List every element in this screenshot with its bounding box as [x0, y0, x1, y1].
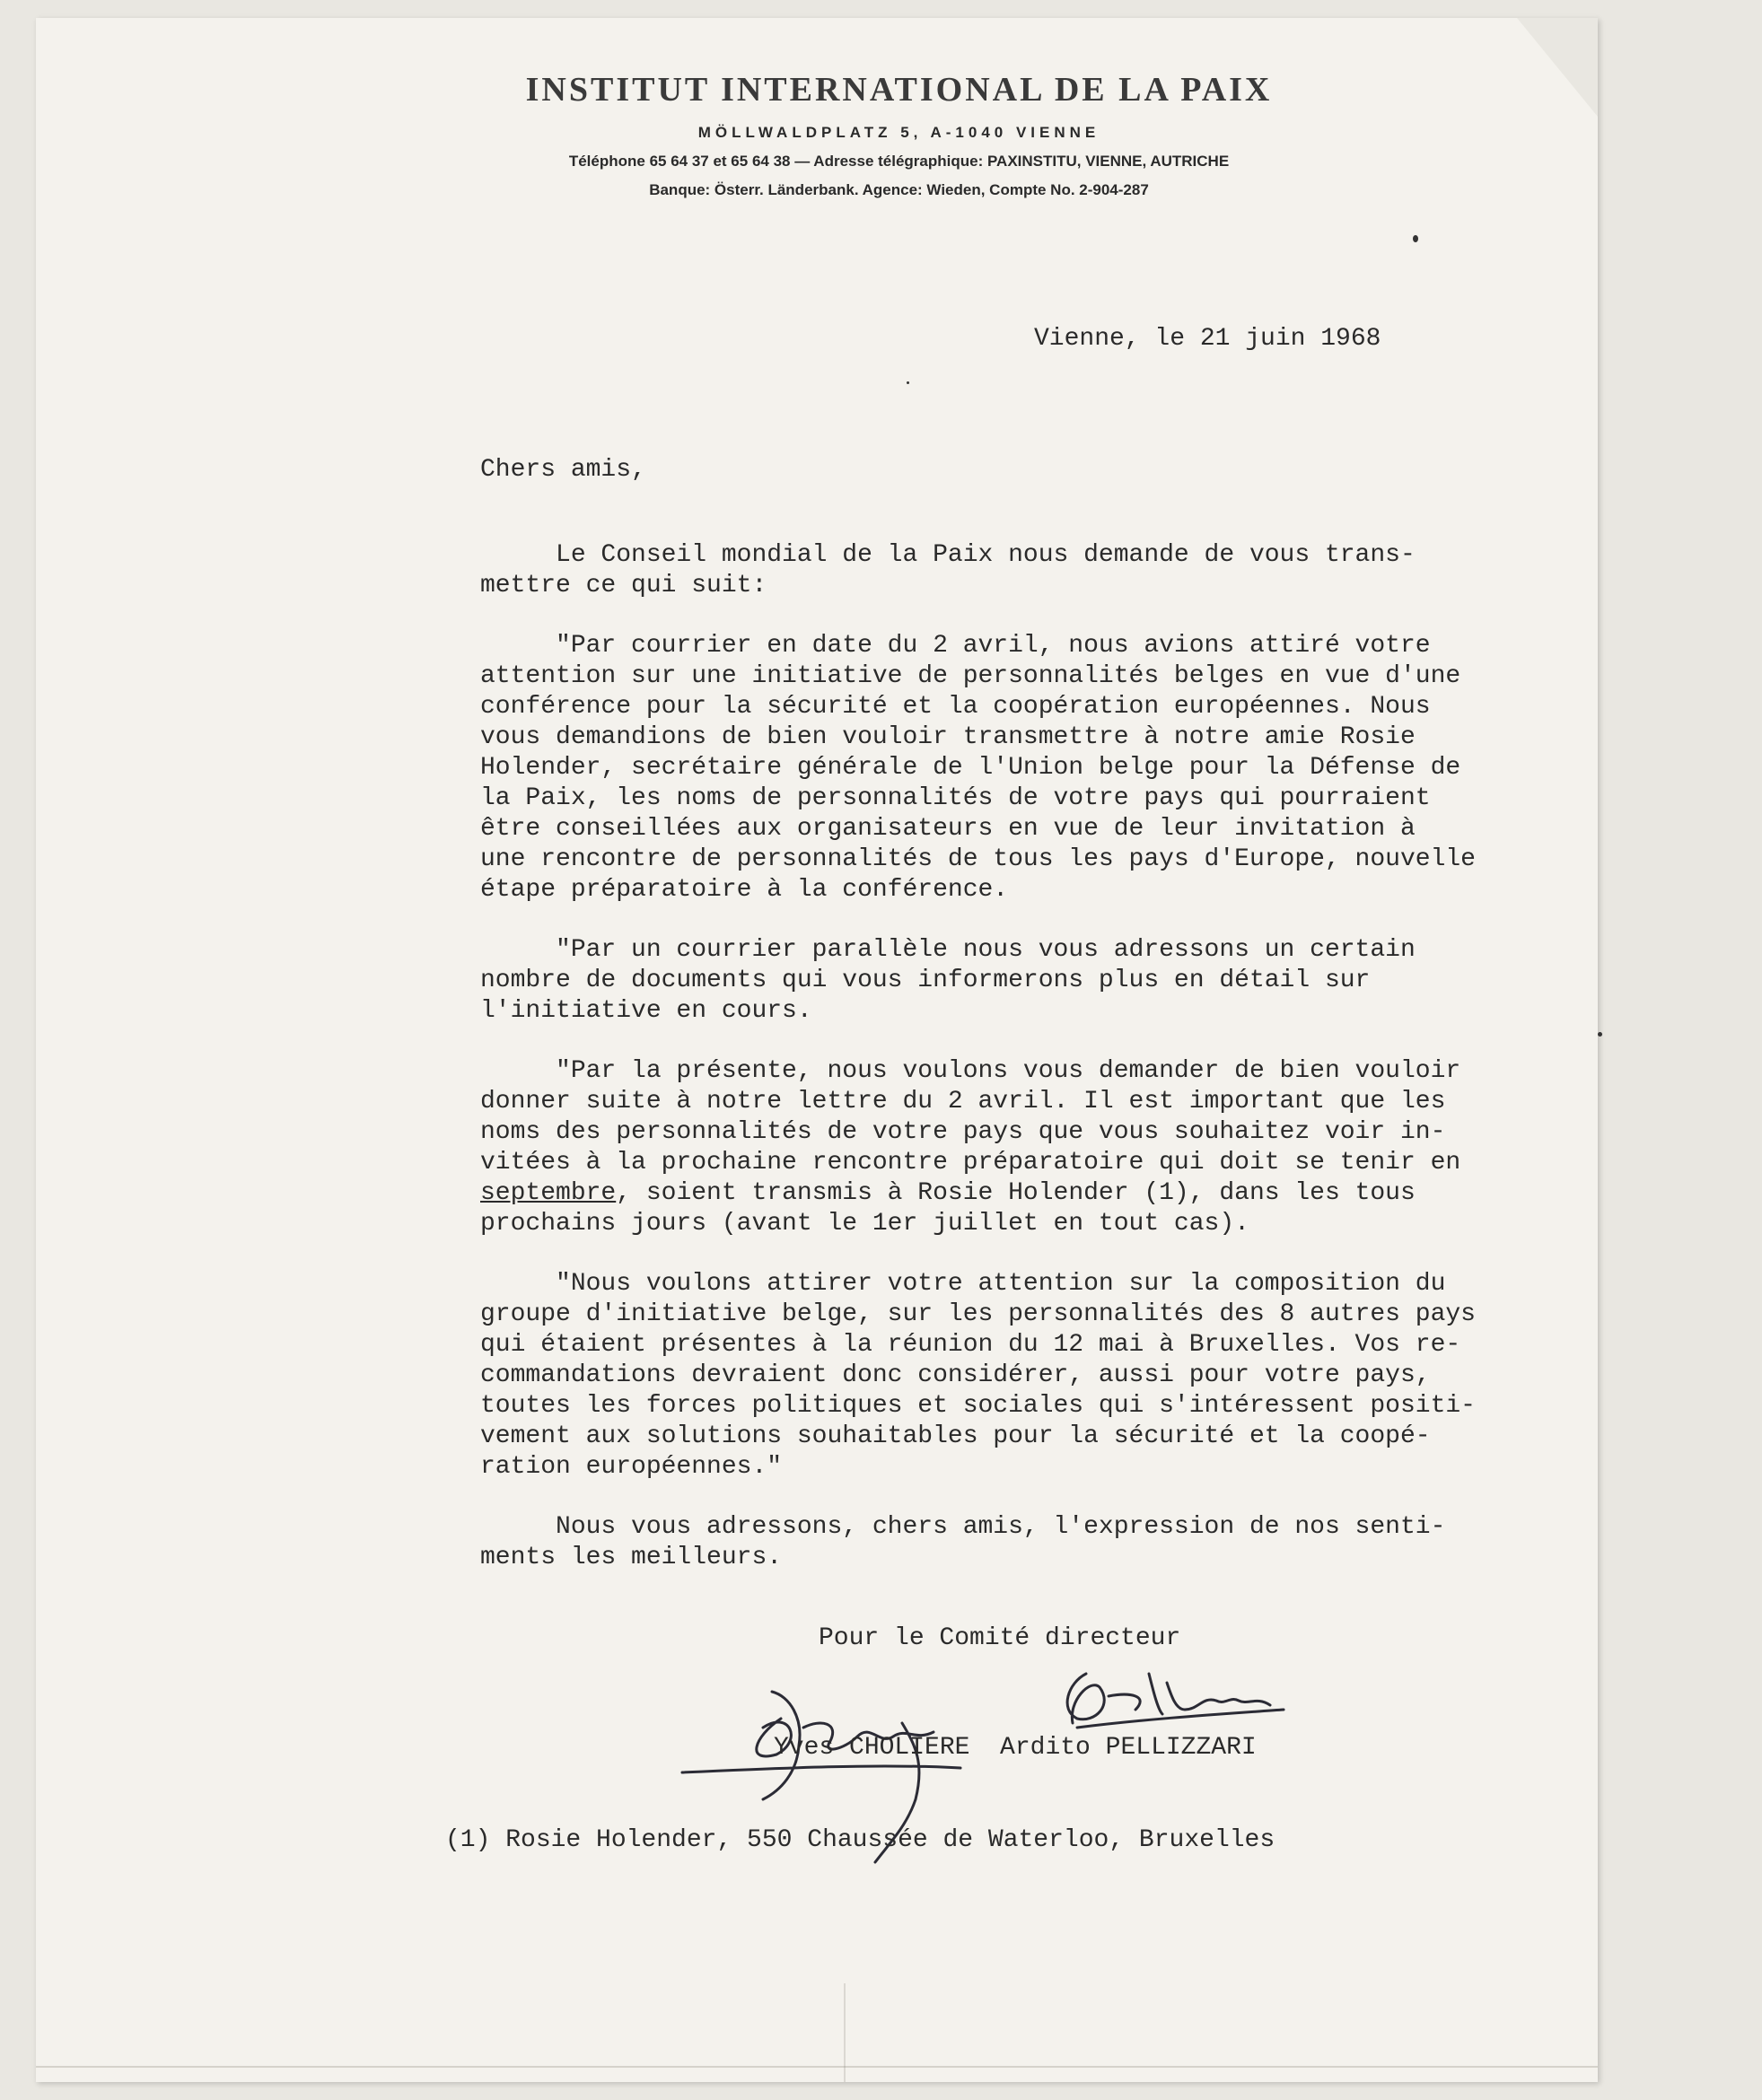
text-line: noms des personnalités de votre pays que vous souhaitez voir in-: [480, 1118, 1446, 1146]
closing-label: Pour le Comité directeur: [819, 1624, 1181, 1652]
text-line: prochains jours (avant le 1er juillet en tout cas).: [480, 1210, 1249, 1238]
text-line: vement aux solutions souhaitables pour la sécurité et la coopé-: [480, 1422, 1431, 1450]
text-line: "Par la présente, nous voulons vous demander de bien vouloir: [480, 1057, 1461, 1085]
text-line: commandations devraient donc considérer, aussi pour votre pays,: [480, 1361, 1431, 1389]
text-line: "Nous voulons attirer votre attention sur la composition du: [480, 1270, 1446, 1298]
text-line: nombre de documents qui vous informerons plus en détail sur: [480, 967, 1371, 994]
text-line: groupe d'initiative belge, sur les personnalités des 8 autres pays: [480, 1300, 1476, 1328]
letterhead-phone: Téléphone 65 64 37 et 65 64 38 — Adresse télégraphique: PAXINSTITU, VIENNE, AUTRICHE: [568, 153, 1230, 170]
text-line: Nous vous adressons, chers amis, l'expression de nos senti-: [480, 1513, 1446, 1541]
text-line: la Paix, les noms de personnalités de votre pays qui pourraient: [480, 784, 1431, 812]
text-line: ments les meilleurs.: [480, 1544, 783, 1571]
text-line: vous demandions de bien vouloir transmettre à notre amie Rosie: [480, 723, 1416, 751]
text-line: Holender, secrétaire générale de l'Union belge pour la Défense de: [480, 754, 1461, 782]
ink-speck: [907, 381, 909, 384]
text-line: donner suite à notre lettre du 2 avril. Il est important que les: [480, 1088, 1446, 1116]
text-line: toutes les forces politiques et sociales qui s'intéressent positi-: [480, 1392, 1476, 1420]
text-line: Le Conseil mondial de la Paix nous demande de vous trans-: [480, 541, 1416, 569]
ink-speck: [1413, 235, 1418, 242]
ink-speck: [1598, 1032, 1602, 1037]
footnote-address: (1) Rosie Holender, 550 Chaussée de Waterloo, Bruxelles: [445, 1826, 1275, 1854]
letterhead-title: INSTITUT INTERNATIONAL DE LA PAIX: [525, 71, 1273, 109]
text-line: mettre ce qui suit:: [480, 572, 767, 599]
underlined-word: septembre: [480, 1179, 617, 1207]
text-line: ration européennes.": [480, 1453, 783, 1481]
fold-crease-horizontal: [36, 2066, 1598, 2068]
text-line: attention sur une initiative de personnalités belges en vue d'une: [480, 662, 1461, 690]
letter-date: Vienne, le 21 juin 1968: [1034, 325, 1381, 353]
text-line-with-underline: [480, 1178, 1584, 1209]
text-line: vitées à la prochaine rencontre préparatoire qui doit se tenir en: [480, 1149, 1461, 1177]
text-line: être conseillées aux organisateurs en vue de leur invitation à: [480, 815, 1416, 843]
paragraph-quote-3: [480, 1056, 1584, 1239]
paragraph-closing: [480, 1512, 1584, 1573]
text-line: une rencontre de personnalités de tous les pays d'Europe, nouvelle: [480, 845, 1476, 873]
text-line: "Par un courrier parallèle nous vous adressons un certain: [480, 936, 1416, 964]
letter-body: [480, 540, 1584, 1603]
signatory-names: Yves CHOLIERE Ardito PELLIZZARI: [774, 1734, 1257, 1762]
fold-crease-vertical: [844, 1983, 846, 2082]
letterhead-address: MÖLLWALDPLATZ 5, A-1040 VIENNE: [697, 124, 1100, 141]
signature-pellizzari: [1067, 1674, 1284, 1728]
greeting: Chers amis,: [480, 456, 646, 484]
text-line: étape préparatoire à la conférence.: [480, 876, 1009, 904]
letterhead-bank: Banque: Österr. Länderbank. Agence: Wieden, Compte No. 2-904-287: [649, 181, 1149, 198]
text-line: conférence pour la sécurité et la coopération européennes. Nous: [480, 693, 1431, 721]
text-line: "Par courrier en date du 2 avril, nous avions attiré votre: [480, 632, 1431, 660]
paragraph-intro: [480, 540, 1584, 601]
paragraph-quote-2: [480, 935, 1584, 1027]
text-line: l'initiative en cours.: [480, 997, 812, 1025]
text-fragment: , soient transmis à Rosie Holender (1), dans les tous: [616, 1179, 1416, 1207]
text-line: qui étaient présentes à la réunion du 12 mai à Bruxelles. Vos re-: [480, 1331, 1461, 1359]
paragraph-quote-1: [480, 631, 1584, 906]
paragraph-quote-4: [480, 1269, 1584, 1483]
letterhead: [0, 70, 1762, 199]
